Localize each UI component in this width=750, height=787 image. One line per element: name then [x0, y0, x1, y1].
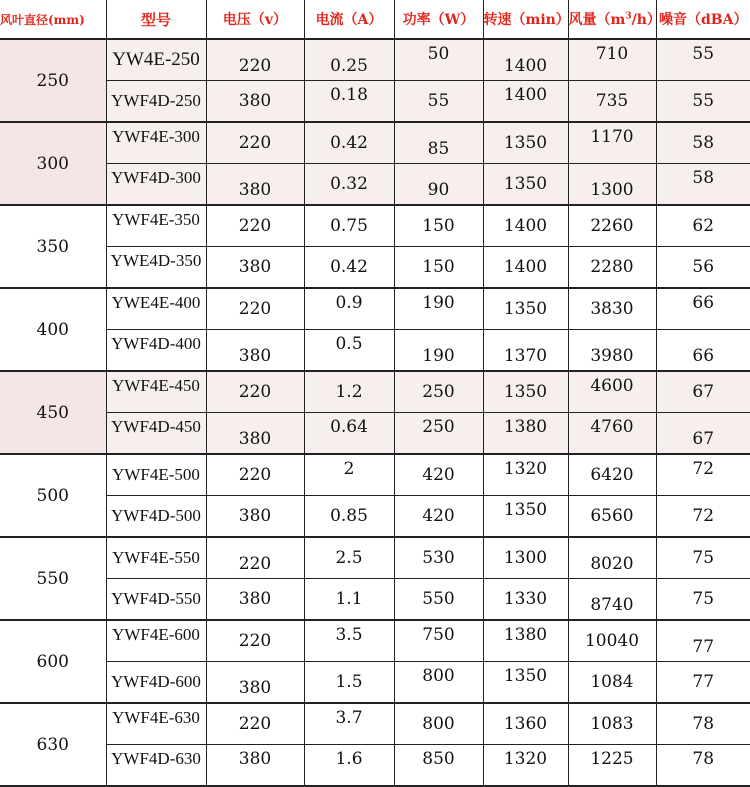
current-cell: 0.75: [304, 205, 394, 247]
current-cell: [304, 454, 394, 496]
power-cell: [394, 122, 483, 164]
table-row: [0, 330, 750, 372]
noise-cell: 67: [656, 371, 750, 413]
table-header-row: [0, 0, 750, 39]
airflow-cell: 1084: [568, 662, 656, 704]
power-cell: 420: [394, 496, 483, 538]
speed-cell: [483, 620, 568, 662]
speed-cell: [483, 662, 568, 704]
speed-value: 1380: [503, 625, 548, 645]
voltage-value: 220: [238, 554, 272, 574]
voltage-value: 380: [238, 180, 272, 200]
table-row: [0, 81, 750, 123]
current-value: 2: [343, 459, 355, 479]
airflow-cell: [568, 164, 656, 206]
airflow-cell: [568, 39, 656, 81]
speed-cell: [483, 454, 568, 496]
model-cell: [106, 205, 206, 247]
noise-cell: 58: [656, 122, 750, 164]
noise-value: 78: [692, 749, 715, 769]
table-row: [0, 164, 750, 206]
power-cell: [394, 288, 483, 330]
speed-cell: 1350: [483, 288, 568, 330]
airflow-cell: 10040: [568, 620, 656, 662]
table-row: [0, 537, 750, 579]
power-cell: [394, 164, 483, 206]
model-cell: [106, 247, 206, 289]
speed-cell: 1400: [483, 247, 568, 289]
airflow-value: 1170: [590, 127, 634, 147]
size-cell: 300: [0, 122, 106, 205]
size-cell: 350: [0, 205, 106, 288]
speed-cell: 1300: [483, 537, 568, 579]
voltage-cell: 220: [206, 620, 304, 662]
current-value: 3.5: [335, 625, 363, 645]
header-airflow-prefix: 风量（m: [568, 12, 626, 28]
model-cell: YWF4D-550: [106, 579, 206, 621]
current-cell: [304, 745, 394, 787]
speed-cell: [483, 413, 568, 455]
noise-cell: 56: [656, 247, 750, 289]
speed-value: 1320: [503, 749, 548, 769]
noise-value: 55: [692, 44, 715, 64]
noise-cell: [656, 413, 750, 455]
model-cell: YWF4E-550: [106, 537, 206, 579]
voltage-cell: [206, 164, 304, 206]
speed-value: 1320: [503, 459, 548, 479]
power-cell: 250: [394, 371, 483, 413]
model-cell: YWF4D-500: [106, 496, 206, 538]
model-cell: [106, 745, 206, 787]
current-value: 3.7: [335, 708, 363, 728]
voltage-cell: [206, 39, 304, 81]
speed-value: 1400: [503, 56, 548, 76]
table-row: [0, 662, 750, 704]
current-cell: 0.42: [304, 247, 394, 289]
airflow-cell: [568, 413, 656, 455]
voltage-cell: [206, 662, 304, 704]
airflow-cell: 3830: [568, 288, 656, 330]
model-cell: YWF4D-600: [106, 662, 206, 704]
current-cell: 1.1: [304, 579, 394, 621]
current-value: 0.9: [335, 293, 363, 313]
table-row: [0, 454, 750, 496]
speed-cell: 1350: [483, 164, 568, 206]
voltage-cell: 220: [206, 371, 304, 413]
current-cell: [304, 620, 394, 662]
size-cell: 500: [0, 454, 106, 537]
speed-cell: 1360: [483, 703, 568, 745]
voltage-cell: 220: [206, 454, 304, 496]
current-cell: 0.85: [304, 496, 394, 538]
airflow-value: 3980: [590, 346, 634, 366]
voltage-value: 380: [238, 346, 272, 366]
current-value: 0.5: [335, 334, 363, 354]
noise-cell: [656, 745, 750, 787]
voltage-cell: 380: [206, 496, 304, 538]
table-row: [0, 288, 750, 330]
speed-value: 1400: [503, 85, 548, 105]
noise-cell: [656, 330, 750, 372]
power-cell: 550: [394, 579, 483, 621]
airflow-value: 4760: [590, 417, 634, 437]
current-cell: [304, 288, 394, 330]
airflow-value: 1225: [590, 749, 634, 769]
power-cell: 420: [394, 454, 483, 496]
noise-cell: 75: [656, 579, 750, 621]
voltage-cell: 220: [206, 122, 304, 164]
airflow-cell: 6420: [568, 454, 656, 496]
current-value: 1.6: [335, 749, 363, 769]
voltage-cell: 380: [206, 81, 304, 123]
model-cell: [106, 330, 206, 372]
model-value: YWE4D-350: [110, 251, 202, 270]
voltage-cell: 380: [206, 247, 304, 289]
current-cell: 1.2: [304, 371, 394, 413]
speed-cell: [483, 330, 568, 372]
size-cell: 600: [0, 620, 106, 703]
size-cell: 250: [0, 39, 106, 122]
airflow-cell: [568, 122, 656, 164]
table-row: [0, 745, 750, 787]
table-row: [0, 371, 750, 413]
power-cell: [394, 330, 483, 372]
size-cell: 400: [0, 288, 106, 371]
airflow-cell: 2280: [568, 247, 656, 289]
voltage-value: 380: [238, 749, 272, 769]
current-cell: 0.42: [304, 122, 394, 164]
current-cell: 1.5: [304, 662, 394, 704]
noise-value: 77: [692, 637, 715, 657]
model-cell: YW4E-250: [106, 39, 206, 81]
model-value: YWF4D-300: [111, 168, 201, 187]
airflow-value: 8020: [590, 554, 634, 574]
noise-cell: [656, 454, 750, 496]
airflow-cell: 1083: [568, 703, 656, 745]
power-cell: 150: [394, 205, 483, 247]
airflow-cell: 735: [568, 81, 656, 123]
power-value: 190: [422, 346, 455, 366]
model-cell: [106, 413, 206, 455]
table-row: [0, 39, 750, 81]
table-row: [0, 413, 750, 455]
current-value: 0.25: [330, 56, 368, 76]
model-value: YWF4D-400: [111, 334, 201, 353]
power-cell: [394, 662, 483, 704]
power-value: 250: [422, 417, 455, 437]
model-cell: YWF4D-250: [106, 81, 206, 123]
header-model: 型号: [106, 0, 206, 39]
speed-cell: [483, 39, 568, 81]
model-cell: YWF4E-500: [106, 454, 206, 496]
speed-cell: [483, 496, 568, 538]
size-cell: 450: [0, 371, 106, 454]
table-row: [0, 579, 750, 621]
power-value: 800: [422, 666, 455, 686]
power-cell: 150: [394, 247, 483, 289]
power-cell: [394, 413, 483, 455]
power-cell: [394, 745, 483, 787]
voltage-cell: 220: [206, 703, 304, 745]
speed-cell: 1400: [483, 205, 568, 247]
noise-value: 66: [692, 346, 715, 366]
model-value: YWF4E-300: [112, 127, 200, 146]
voltage-cell: 220: [206, 205, 304, 247]
model-value: YWF4E-630: [112, 708, 200, 727]
current-cell: [304, 330, 394, 372]
speed-value: 1350: [503, 500, 548, 520]
speed-value: 1370: [503, 346, 548, 366]
header-noise: 噪音（dBA）: [656, 0, 750, 39]
power-value: 90: [427, 180, 450, 200]
power-value: 190: [422, 293, 455, 313]
airflow-cell: [568, 537, 656, 579]
voltage-cell: [206, 537, 304, 579]
header-speed: 转速（min）: [483, 0, 568, 39]
header-airflow: [568, 0, 661, 39]
voltage-cell: 380: [206, 579, 304, 621]
current-cell: [304, 703, 394, 745]
noise-cell: [656, 288, 750, 330]
header-size: 风叶直径(mm): [0, 0, 106, 39]
voltage-cell: [206, 330, 304, 372]
noise-cell: 72: [656, 496, 750, 538]
power-value: 750: [422, 625, 455, 645]
power-cell: [394, 620, 483, 662]
voltage-cell: [206, 745, 304, 787]
header-airflow-suffix: /h）: [631, 12, 661, 28]
current-cell: 0.32: [304, 164, 394, 206]
voltage-value: 380: [238, 429, 272, 449]
model-cell: [106, 164, 206, 206]
airflow-value: 8740: [590, 595, 634, 615]
model-value: YWF4D-450: [111, 417, 201, 436]
table-row: [0, 703, 750, 745]
noise-cell: 62: [656, 205, 750, 247]
model-value: YWF4E-450: [112, 376, 200, 395]
size-cell: 630: [0, 703, 106, 786]
current-value: 0.64: [330, 417, 368, 437]
current-cell: [304, 413, 394, 455]
table-row: [0, 496, 750, 538]
table-row: [0, 122, 750, 164]
model-cell: [106, 703, 206, 745]
noise-value: 72: [692, 459, 715, 479]
model-cell: [106, 122, 206, 164]
noise-cell: 78: [656, 703, 750, 745]
speed-cell: 1350: [483, 371, 568, 413]
size-cell: 550: [0, 537, 106, 620]
speed-value: 1380: [503, 417, 548, 437]
table-body: [0, 39, 750, 786]
voltage-value: 220: [238, 56, 272, 76]
airflow-cell: 2260: [568, 205, 656, 247]
header-current: 电流（A）: [304, 0, 394, 39]
noise-value: 58: [692, 168, 715, 188]
table-row: [0, 205, 750, 247]
noise-cell: 55: [656, 81, 750, 123]
header-power: 功率（W）: [394, 0, 483, 39]
speed-cell: 1330: [483, 579, 568, 621]
current-cell: [304, 81, 394, 123]
airflow-value: 1300: [590, 180, 634, 200]
power-value: 50: [427, 44, 450, 64]
speed-cell: 1350: [483, 122, 568, 164]
noise-cell: [656, 620, 750, 662]
current-cell: [304, 39, 394, 81]
power-cell: 55: [394, 81, 483, 123]
noise-cell: 75: [656, 537, 750, 579]
power-value: 85: [427, 139, 450, 159]
model-value: YWF4D-630: [111, 749, 201, 768]
voltage-cell: [206, 413, 304, 455]
noise-value: 67: [692, 429, 715, 449]
noise-cell: [656, 39, 750, 81]
header-airflow-sup: 3: [625, 11, 632, 22]
speed-cell: [483, 745, 568, 787]
airflow-cell: [568, 371, 656, 413]
speed-value: 1350: [503, 666, 548, 686]
power-cell: 530: [394, 537, 483, 579]
table-row: [0, 620, 750, 662]
header-voltage: 电压（v）: [206, 0, 304, 39]
airflow-value: 710: [595, 44, 629, 64]
power-cell: 800: [394, 703, 483, 745]
model-value: YWF4E-600: [112, 625, 200, 644]
voltage-cell: 220: [206, 288, 304, 330]
power-cell: [394, 39, 483, 81]
voltage-value: 380: [238, 678, 272, 698]
airflow-value: 4600: [590, 376, 634, 396]
model-value: YWE4E-400: [111, 293, 201, 312]
table-row: [0, 247, 750, 289]
noise-cell: [656, 164, 750, 206]
power-value: 850: [422, 749, 455, 769]
noise-cell: 77: [656, 662, 750, 704]
model-cell: [106, 288, 206, 330]
noise-value: 66: [692, 293, 715, 313]
model-value: YWF4E-350: [112, 210, 200, 229]
airflow-cell: [568, 745, 656, 787]
airflow-cell: 6560: [568, 496, 656, 538]
airflow-cell: [568, 330, 656, 372]
model-cell: [106, 371, 206, 413]
model-cell: [106, 620, 206, 662]
speed-cell: [483, 81, 568, 123]
current-cell: 2.5: [304, 537, 394, 579]
current-value: 0.18: [330, 85, 368, 105]
airflow-cell: [568, 579, 656, 621]
